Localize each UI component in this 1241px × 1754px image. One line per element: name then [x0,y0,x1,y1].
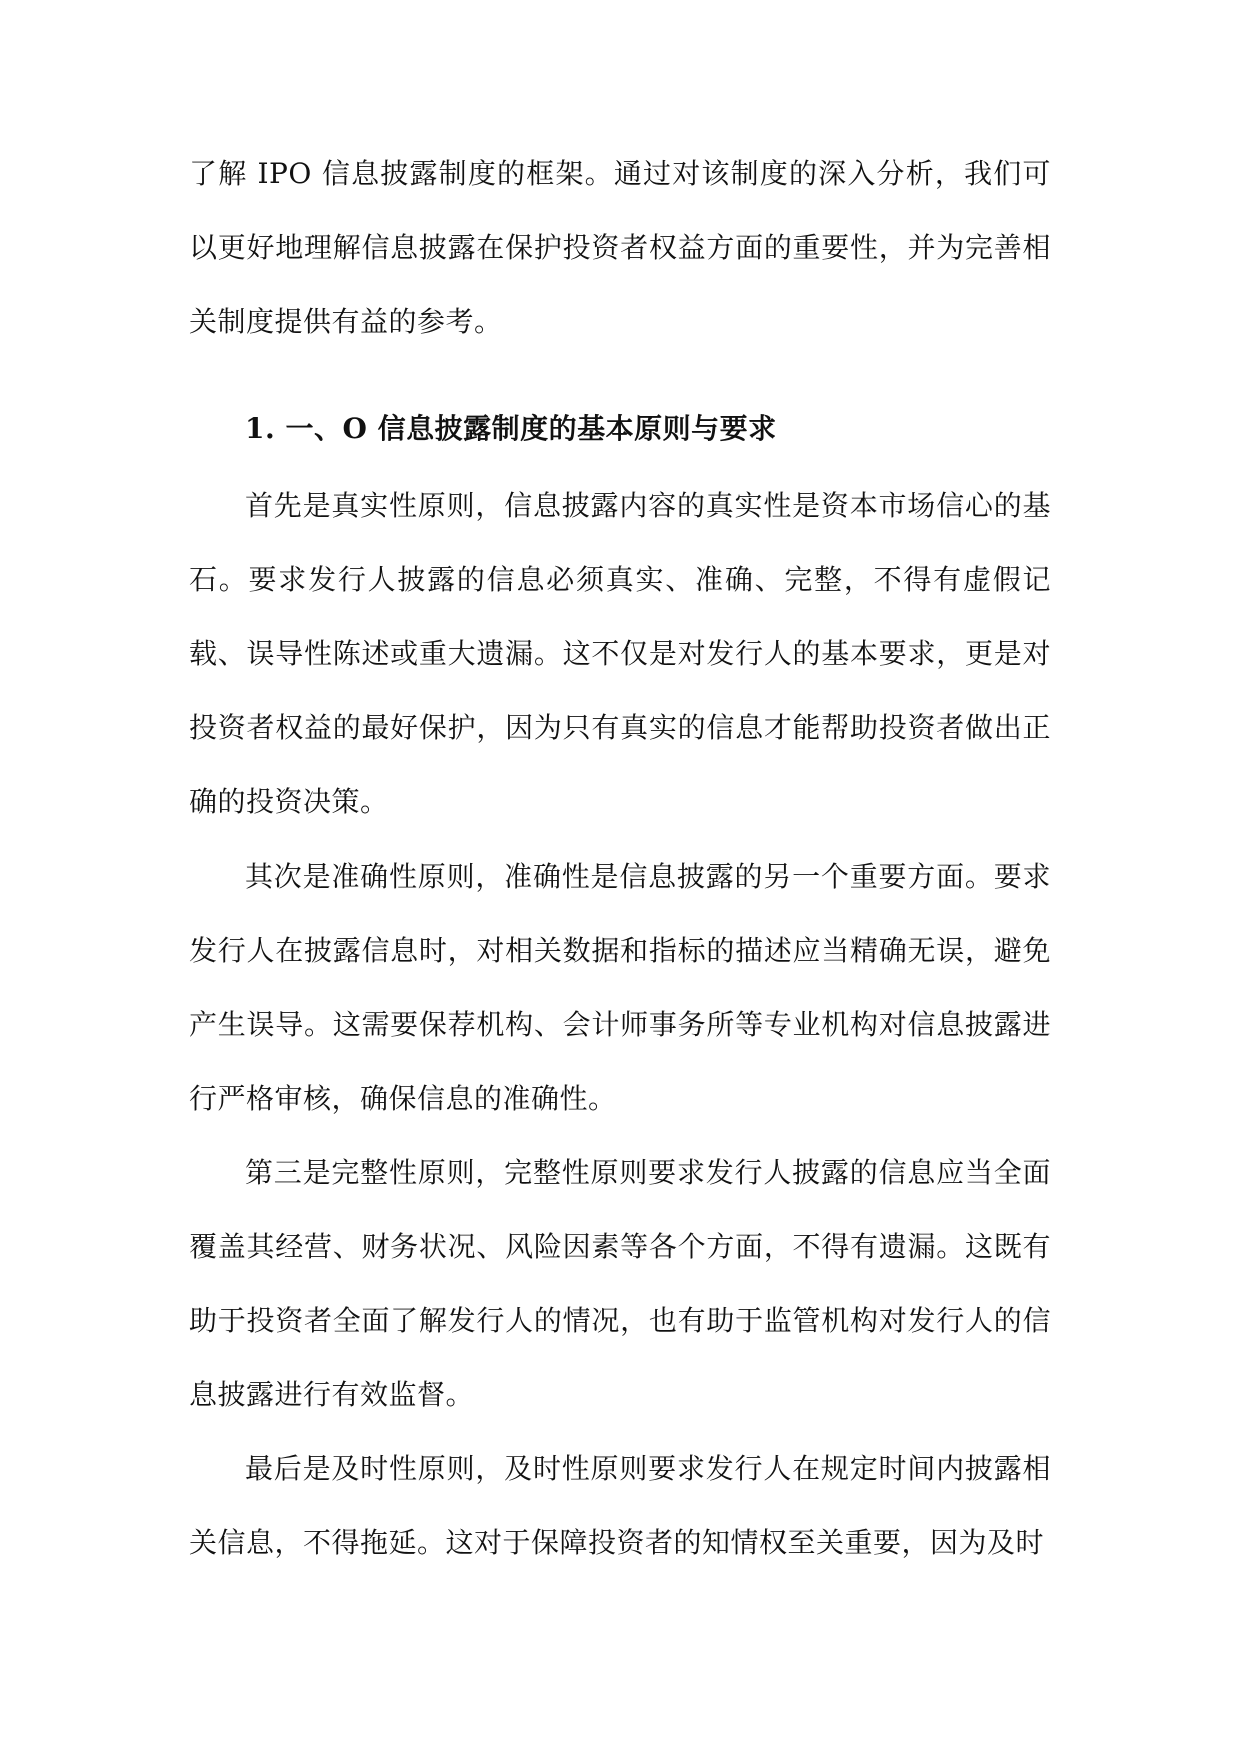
paragraph-timeliness: 最后是及时性原则，及时性原则要求发行人在规定时间内披露相关信息，不得拖延。这对于保障投资者的知情权至关重要，因为及时 [189,1452,1051,1559]
paragraph-truthfulness: 首先是真实性原则，信息披露内容的真实性是资本市场信心的基石。要求发行人披露的信息必须真实、准确、完整，不得有虚假记载、误导性陈述或重大遗漏。这不仅是对发行人的基本要求，更是对投资者权益的最好保护，因为只有真实的信息才能帮助投资者做出正确的投资决策。 [189,489,1051,818]
paragraph-completeness: 第三是完整性原则，完整性原则要求发行人披露的信息应当全面覆盖其经营、财务状况、风险因素等各个方面，不得有遗漏。这既有助于投资者全面了解发行人的情况，也有助于监管机构对发行人的信息披露进行有效监督。 [189,1156,1051,1411]
paragraph-accuracy: 其次是准确性原则，准确性是信息披露的另一个重要方面。要求发行人在披露信息时，对相关数据和指标的描述应当精确无误，避免产生误导。这需要保荐机构、会计师事务所等专业机构对信息披露进行严格审核，确保信息的准确性。 [189,860,1051,1115]
section-heading: 1. 一、O 信息披露制度的基本原则与要求 [245,412,777,445]
intro-paragraph: 了解 IPO 信息披露制度的框架。通过对该制度的深入分析，我们可以更好地理解信息披露在保护投资者权益方面的重要性，并为完善相关制度提供有益的参考。 [189,157,1051,338]
